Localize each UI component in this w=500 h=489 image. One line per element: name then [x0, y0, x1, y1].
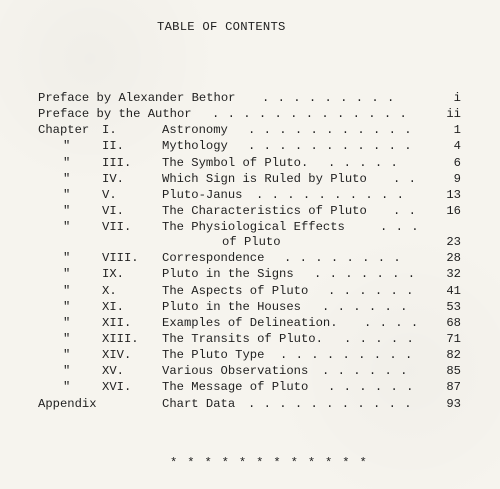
chapter-number: V.	[102, 187, 117, 202]
chapter-number: XVI.	[102, 380, 132, 395]
page-title: TABLE OF CONTENTS	[157, 20, 286, 34]
toc-leader-dots: . . . . .	[344, 331, 415, 346]
toc-row	[38, 379, 468, 395]
ditto-mark: "	[63, 203, 71, 218]
toc-row	[38, 122, 468, 138]
chapter-title: Mythology	[162, 139, 228, 154]
chapter-title: The Pluto Type	[162, 348, 265, 363]
chapter-title: Various Observations	[162, 364, 309, 379]
toc-row	[38, 347, 468, 363]
toc-row	[38, 187, 468, 203]
toc-leader-dots: . . . . . .	[322, 299, 408, 314]
toc-row	[38, 396, 468, 412]
toc-leader-dots: . . . .	[364, 315, 419, 330]
chapter-number: XIII.	[102, 331, 139, 346]
toc-leader-dots: . . . . . . . . . . .	[248, 396, 413, 411]
toc-row	[38, 203, 468, 219]
toc-page-number: 68	[446, 315, 461, 330]
toc-row	[38, 171, 468, 187]
chapter-number: VI.	[102, 203, 124, 218]
chapter-title: The Symbol of Pluto.	[162, 155, 309, 170]
toc-page-number: 32	[446, 267, 461, 282]
toc-page-number: 41	[446, 283, 461, 298]
chapter-title: Examples of Delineation.	[162, 315, 338, 330]
chapter-number: X.	[102, 283, 117, 298]
toc-page-number: 6	[453, 155, 461, 170]
ditto-mark: "	[63, 187, 71, 202]
appendix-title: Chart Data	[162, 396, 236, 411]
toc-row	[38, 155, 468, 171]
toc-page-number: i	[453, 91, 461, 105]
chapter-number: XV.	[102, 364, 124, 379]
toc-page-number: 13	[446, 187, 461, 202]
chapter-title: The Characteristics of Pluto	[162, 203, 367, 218]
chapter-title: Pluto-Janus	[162, 187, 243, 202]
toc-leader-dots: . . . . . . .	[314, 267, 416, 282]
toc-leader-dots: . .	[393, 203, 417, 218]
toc-leader-dots: . . . . . . . . . .	[256, 187, 405, 202]
chapter-number: IX.	[102, 267, 124, 282]
chapter-number: II.	[102, 139, 124, 154]
ditto-mark: "	[63, 364, 71, 379]
ditto-mark: "	[63, 348, 71, 363]
toc-page-number: 16	[446, 203, 461, 218]
chapter-title: The Transits of Pluto.	[162, 331, 323, 346]
toc-leader-dots: . . . . .	[328, 155, 399, 170]
ditto-mark: "	[63, 283, 71, 298]
toc-leader-dots: . . . . . .	[322, 364, 408, 379]
toc-row	[38, 138, 468, 154]
toc-row	[38, 331, 468, 347]
chapter-number: XII.	[102, 315, 132, 330]
chapter-title: The Message of Pluto	[162, 380, 309, 395]
ditto-mark: "	[63, 251, 71, 266]
decorative-stars: * * * * * * * * * * * *	[170, 456, 369, 470]
toc-leader-dots: . . . . . . . . . . .	[248, 139, 413, 154]
toc-preface-1: Preface by Alexander Bethor	[38, 91, 236, 105]
chapter-title: Which Sign is Ruled by Pluto	[162, 171, 367, 186]
toc-row-continuation	[38, 235, 468, 250]
chapter-number: IV.	[102, 171, 124, 186]
chapter-title: Astronomy	[162, 123, 228, 138]
toc-row	[38, 266, 468, 282]
ditto-mark: "	[63, 380, 71, 395]
toc-leader-dots: . . . . . . . .	[284, 251, 402, 266]
toc-row	[38, 363, 468, 379]
toc-leader-dots: . . . . . .	[328, 380, 414, 395]
table-of-contents	[38, 90, 468, 412]
chapter-title: The Physiological Effects	[162, 220, 345, 235]
toc-leader-dots: . . .	[380, 220, 420, 235]
toc-page-number: 85	[446, 364, 461, 379]
toc-leader-dots: . . . . . .	[328, 283, 414, 298]
chapter-title: Pluto in the Houses	[162, 299, 301, 314]
chapter-title: Pluto in the Signs	[162, 267, 294, 282]
toc-row	[38, 315, 468, 331]
ditto-mark: "	[63, 299, 71, 314]
ditto-mark: "	[63, 267, 71, 282]
toc-page-number: 53	[446, 299, 461, 314]
toc-page-number: 71	[446, 331, 461, 346]
toc-prefix: Chapter	[38, 123, 90, 138]
toc-leader-dots: . .	[393, 171, 417, 186]
toc-leader-dots: . . . . . . . . .	[280, 348, 413, 363]
chapter-number: XIV.	[102, 348, 132, 363]
toc-leader-dots: . . . . . . . . . . . . .	[212, 107, 408, 122]
toc-page-number: 93	[446, 396, 461, 411]
chapter-number: I.	[102, 123, 117, 138]
ditto-mark: "	[63, 155, 71, 170]
toc-page-number: 9	[453, 171, 461, 186]
toc-page-number: 4	[453, 139, 461, 154]
toc-row	[38, 106, 468, 122]
toc-page-number: 87	[446, 380, 461, 395]
toc-row	[38, 250, 468, 266]
chapter-title: Correspondence	[162, 251, 265, 266]
toc-leader-dots: . . . . . . . . .	[262, 91, 395, 105]
ditto-mark: "	[63, 331, 71, 346]
ditto-mark: "	[63, 139, 71, 154]
toc-row	[38, 219, 468, 235]
toc-page-number: 1	[453, 123, 461, 138]
ditto-mark: "	[63, 220, 71, 235]
toc-page-number: 82	[446, 348, 461, 363]
toc-row	[38, 90, 468, 106]
toc-leader-dots: . . . . . . . . . . .	[248, 123, 413, 138]
chapter-number: VIII.	[102, 251, 139, 266]
toc-row	[38, 299, 468, 315]
toc-page-number: 23	[446, 235, 461, 250]
chapter-number: III.	[102, 155, 132, 170]
toc-page-number: 28	[446, 251, 461, 266]
toc-prefix: Appendix	[38, 396, 97, 411]
toc-preface-2: Preface by the Author	[38, 107, 192, 122]
chapter-title-continuation: of Pluto	[222, 235, 281, 250]
ditto-mark: "	[63, 171, 71, 186]
ditto-mark: "	[63, 315, 71, 330]
chapter-number: VII.	[102, 220, 132, 235]
chapter-title: The Aspects of Pluto	[162, 283, 309, 298]
toc-row	[38, 283, 468, 299]
toc-page-number: ii	[446, 107, 461, 122]
chapter-number: XI.	[102, 299, 124, 314]
